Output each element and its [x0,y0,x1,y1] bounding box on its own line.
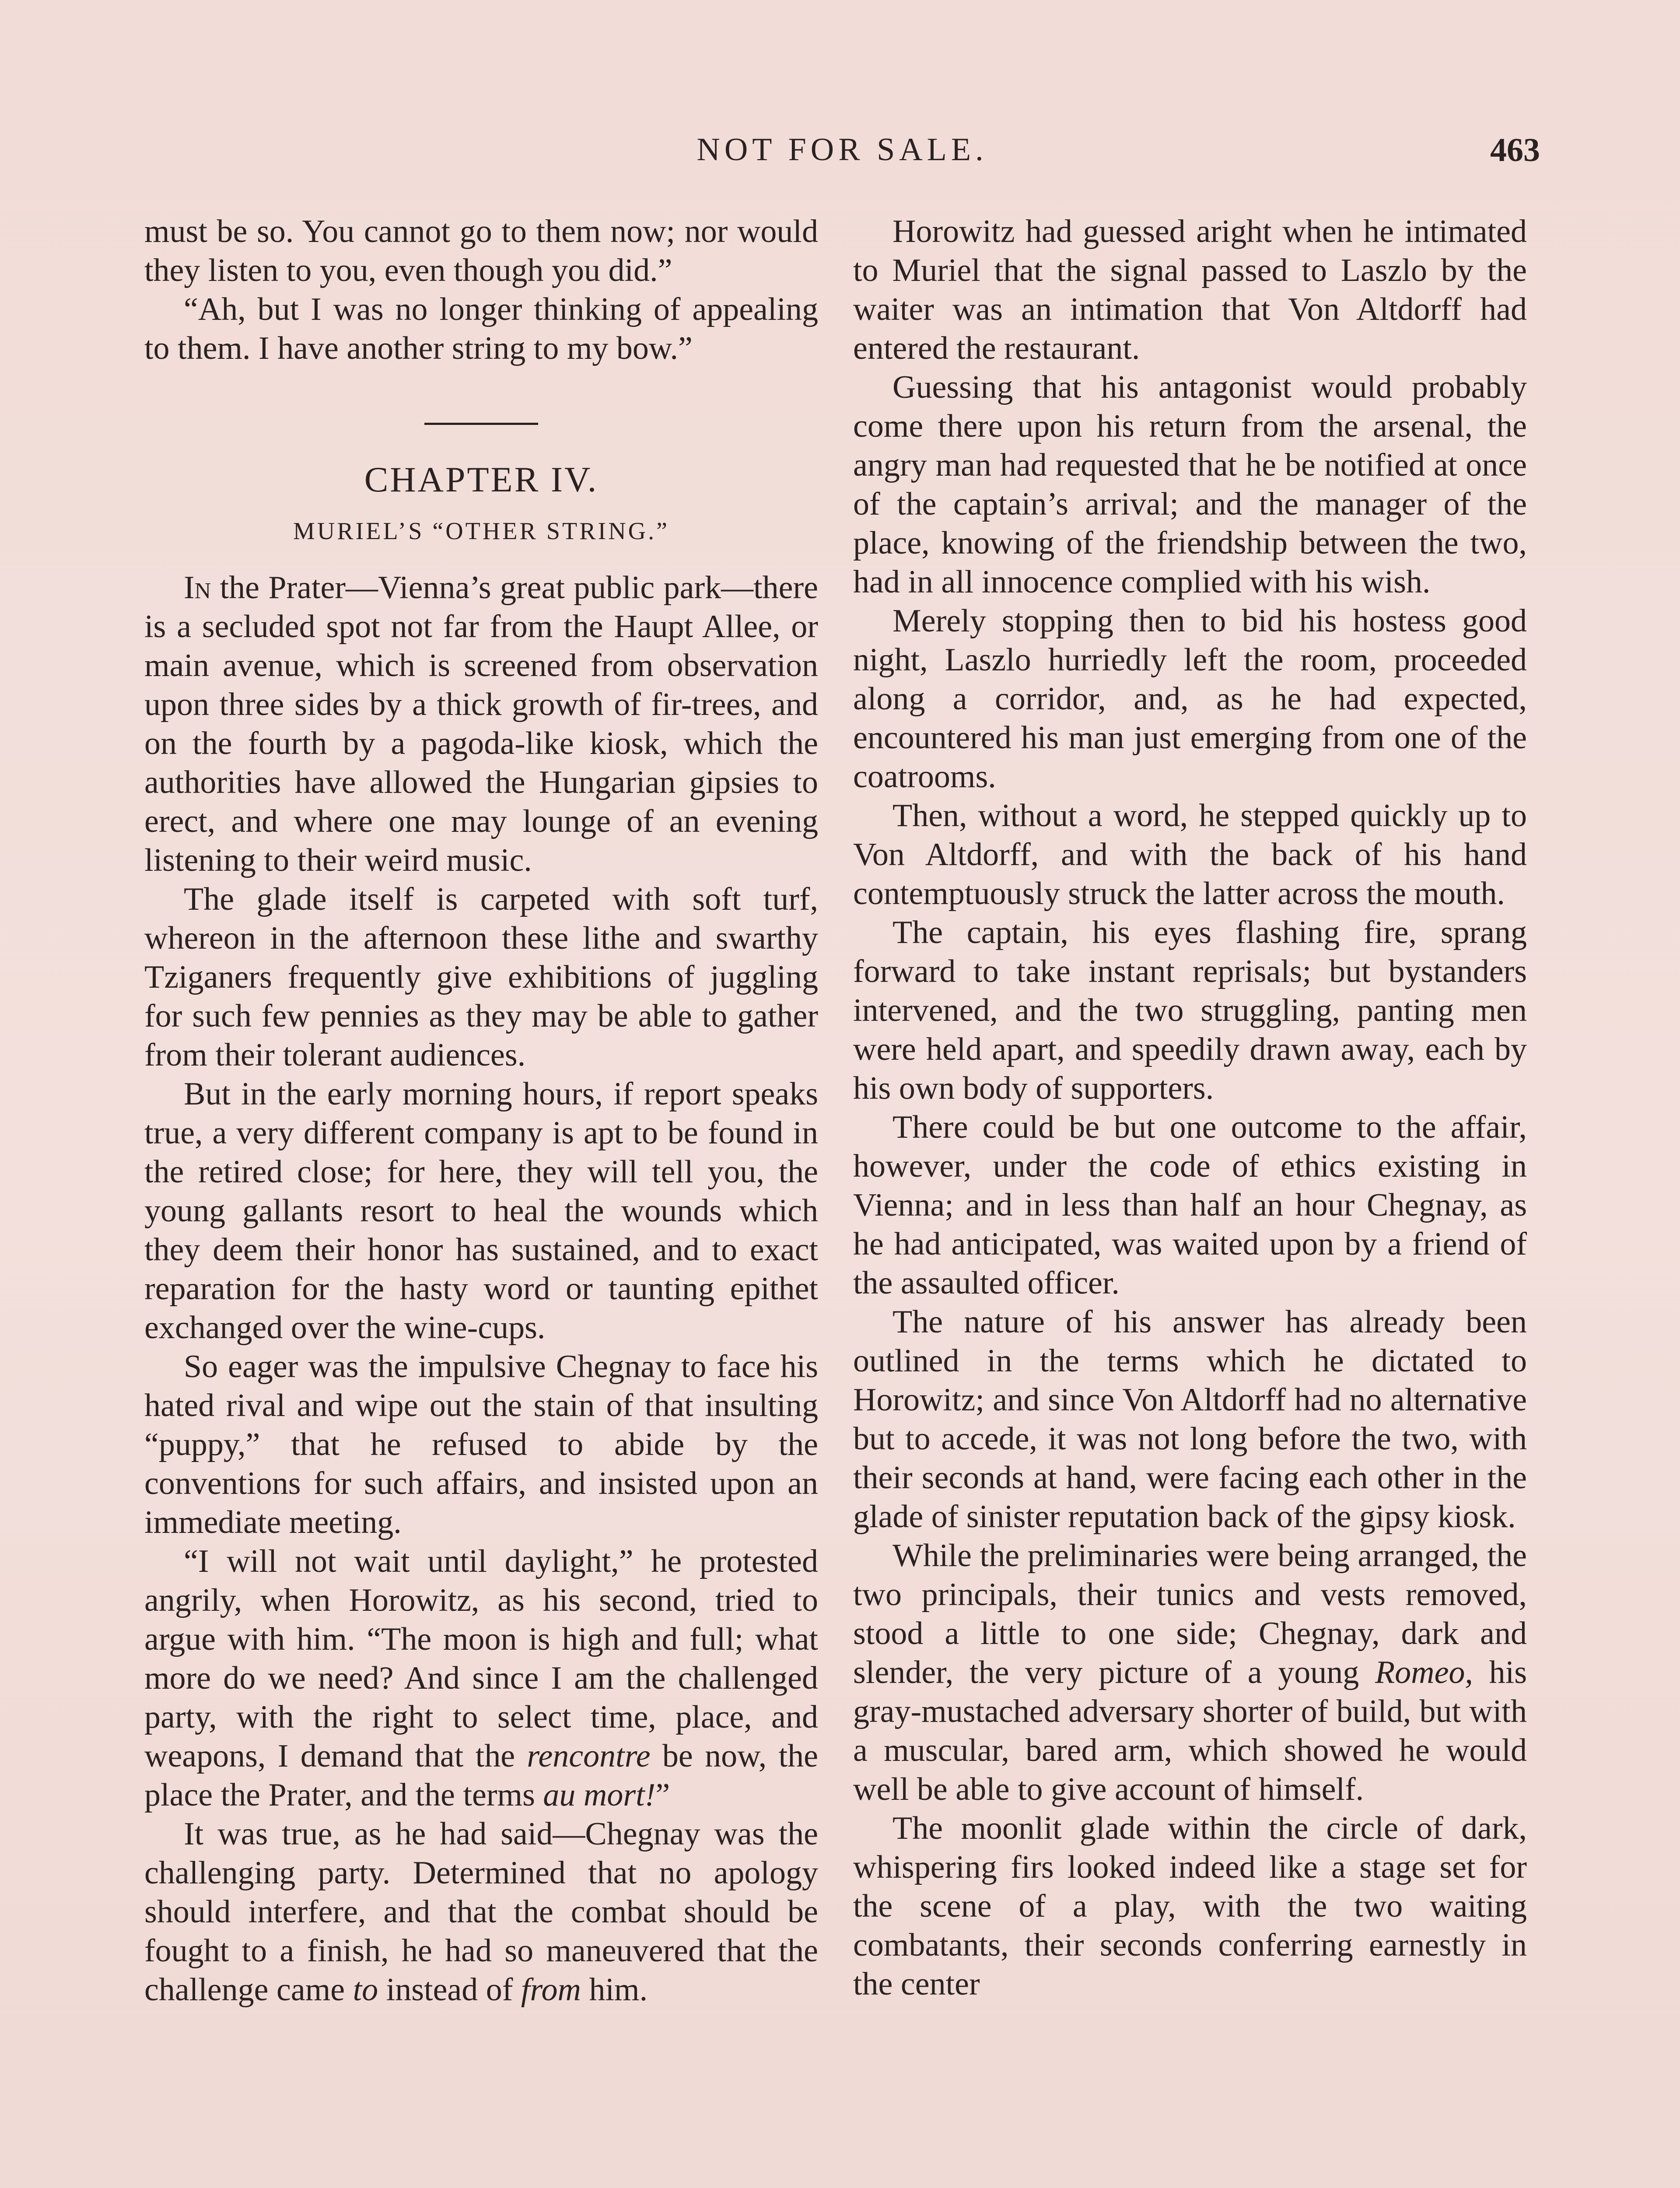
right-column [853,212,1527,2004]
paragraph: Then, without a word, he stepped quickly up to Von Altdorff, and with the back of his hand contemptuously struck the latter across the mouth. [853,798,1527,912]
paragraph: Guessing that his antagonist would probably come there upon his return from the arsenal, the angry man had requested that he be notified at once of the captain’s arrival; and the manager of the place, knowing of the friendship between the two, had in all innocence complied with his wish. [853,369,1527,600]
paragraph-text: While the preliminaries were being arranged, the two principals, their tunics and vests removed, stood a little to one side; Chegnay, dark and slender, the very picture of a young [853,1538,1527,1690]
paragraph: Horowitz had guessed aright when he intimated to Muriel that the signal passed to Laszlo by the waiter was an intimation that Von Altdorff had entered the restaurant. [853,214,1527,366]
paragraph: The nature of his answer has already been outlined in the terms which he dictated to Horowitz; and since Von Altdorff had no alternative but to accede, it was not long before the two, with their seconds at hand, were facing each other in the glade of sinister reputation back of the gipsy kiosk. [853,1304,1527,1535]
italic-text: rencontre [527,1738,651,1774]
paragraph-text: be now, the place the Prater, and the terms [144,1738,818,1813]
paragraph-text: ” [655,1777,670,1813]
paragraph-text: “I will not wait until daylight,” he protested angrily, when Horowitz, as his second, tried to argue with him. “The moon is high and full; what more do we need? And since I am the challenged party, with the right to select time, place, and weapons, I demand that the [144,1543,818,1774]
paragraph [853,1536,1527,1809]
left-column [144,212,818,2009]
paragraph: “Ah, but I was no longer thinking of appealing to them. I have another string to my bow.” [144,291,818,366]
paragraph: The glade itself is carpeted with soft turf, whereon in the afternoon these lithe and swarthy Tziganers frequently give exhibitions of juggling for such few pennies as they may be able to gather from their tolerant audiences. [144,881,818,1073]
paragraph: But in the early morning hours, if report speaks true, a very different company is apt to be found in the retired close; for here, they will tell you, the young gallants resort to heal the wounds which they deem their honor has sustained, and to exact reparation for the hasty word or taunting epithet exchanged over the wine-cups. [144,1076,818,1346]
paragraph [144,568,818,880]
paragraph: Merely stopping then to bid his hostess good night, Laszlo hurriedly left the room, proceeded along a corridor, and, as he had expected, encountered his man just emerging from one of the coatrooms. [853,603,1527,795]
paragraph: must be so. You cannot go to them now; nor would they listen to you, even though you did.” [144,214,818,288]
paragraph: The moonlit glade within the circle of dark, whispering firs looked indeed like a stage set for the scene of a play, with the two waiting combatants, their seconds conferring earnestly in the center [853,1810,1527,2002]
italic-text: to [353,1972,378,2008]
paragraph: There could be but one outcome to the affair, however, under the code of ethics existing in Vienna; and in less than half an hour Chegnay, as he had anticipated, was waited upon by a friend of the assaulted officer. [853,1109,1527,1301]
paragraph-text: It was true, as he had said—Chegnay was the challenging party. Determined that no apology should interfere, and that the combat should be fought to a finish, he had so maneuvered that the challenge came [144,1816,818,2008]
running-title: NOT FOR SALE. [696,132,988,168]
lead-word: In [184,570,211,606]
italic-text: from [521,1972,581,2008]
chapter-title: CHAPTER IV. [364,459,598,499]
paragraph-text: instead of [378,1972,521,2008]
paragraph [144,1542,818,1815]
section-divider [424,423,538,425]
paragraph: So eager was the impulsive Chegnay to face his hated rival and wipe out the stain of that insulting “puppy,” that he refused to abide by the conventions for such affairs, and insisted upon an immediate meeting. [144,1349,818,1540]
paragraph-text: his gray-mustached adversary shorter of build, but with a muscular, bared arm, which showed he would well be able to give account of himself. [853,1655,1527,1807]
chapter-subtitle: MURIEL’S “OTHER STRING.” [293,518,669,545]
paragraph: The captain, his eyes flashing fire, sprang forward to take instant reprisals; but bystanders intervened, and the two struggling, panting men were held apart, and speedily drawn away, each by his own body of supporters. [853,915,1527,1106]
page-number: 463 [1490,132,1540,168]
page-header [144,131,1540,179]
paragraph-text: the Prater—Vienna’s great public park—there is a secluded spot not far from the Haupt Allee, or main avenue, which is screened from observation upon three sides by a thick growth of fir-trees, and on the fourth by a pagoda-like kiosk, which the authorities have allowed the Hungarian gipsies to erect, and where one may lounge of an evening listening to their weird music. [144,570,818,878]
paragraph [144,1815,818,2009]
italic-text: Romeo, [1375,1655,1473,1690]
italic-text: au mort! [543,1777,656,1813]
paragraph-text: him. [581,1972,648,2008]
